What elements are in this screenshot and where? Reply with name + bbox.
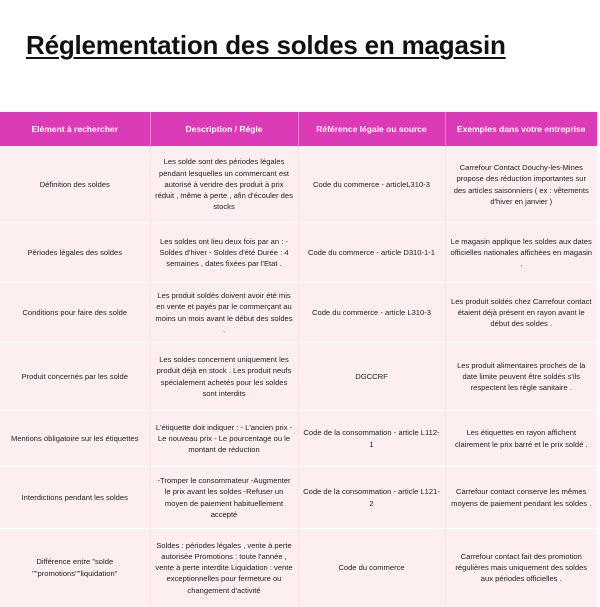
header-description: Description / Régle: [150, 112, 298, 147]
cell-example: Les étiquettes en rayon affichent clairement le prix barré et le prix soldé .: [445, 411, 597, 467]
cell-reference: Code du commerce: [298, 529, 445, 607]
cell-example: Les produit alimentaires proches de la date limite peuvent être soldés s'ils respectent les règle sanitaire .: [445, 343, 597, 411]
table-row: [0, 343, 597, 411]
cell-description: Les produit soldés doivent avoir été mis en vente et payés par le commerçant au moins un mois avant le début des soldes .: [150, 283, 298, 343]
cell-description: L'étiquette doit indiquer : - L'ancien prix - Le nouveau prix - Le pourcentage ou le montant de réduction: [150, 411, 298, 467]
cell-description: Les soldes ont lieu deux fois par an : - Soldes d'hiver - Soldes d'été Durée : 4 semaines , dates fixées par l'Etat .: [150, 223, 298, 283]
cell-description: Les soldes concernent uniquement les produit déjà en stock . Les produit neufs spécialement achetés pour les soldes sont interdits: [150, 343, 298, 411]
cell-description: Les solde sont des périodes légales pendant lesquelles un commercant est autorisé à vendre des produit à prix réduit , même à perte , afin d'écouler des stocks: [150, 147, 298, 223]
header-element: Elément à rechercher: [0, 112, 150, 147]
cell-reference: Code du commerce - article D310-1-1: [298, 223, 445, 283]
table-row: [0, 223, 597, 283]
cell-reference: Code de la consommation - article L112-1: [298, 411, 445, 467]
header-reference: Référence légale ou source: [298, 112, 445, 147]
page-title: Réglementation des soldes en magasin: [26, 30, 506, 60]
cell-element: Produit concernés par les solde: [0, 343, 150, 411]
cell-element: Différence entre "solde ""promotions""liquidation": [0, 529, 150, 607]
cell-reference: Code de la consommation - article L121-2: [298, 467, 445, 529]
table-row: [0, 411, 597, 467]
cell-element: Périodes légales des soldes: [0, 223, 150, 283]
cell-example: Le magasin applique les soldes aux dates officielles nationales affichées en magasin .: [445, 223, 597, 283]
cell-example: Carrefour Contact Douchy-les-Mines propose des réduction importantes sur des articles saisonniers ( ex : vêtements d'hiver en janvier ): [445, 147, 597, 223]
table-row: [0, 283, 597, 343]
table-header-row: [0, 112, 597, 147]
cell-description: -Tromper le consommateur -Augmenter le prix avant les soldes -Refuser un moyen de paiement habituellement accepté: [150, 467, 298, 529]
table-row: [0, 467, 597, 529]
cell-element: Interdictions pendant les soldes: [0, 467, 150, 529]
cell-example: Carrefour contact fait des promotion régulières mais uniquement des soldes aux périodes officielles .: [445, 529, 597, 607]
cell-element: Définition des soldes: [0, 147, 150, 223]
cell-example: Carrefour contact conserve les mêmes moyens de paiement pendant les soldes .: [445, 467, 597, 529]
cell-element: Mentions obligatoire sur les étiquettes: [0, 411, 150, 467]
cell-example: Les produit soldés chez Carrefour contact étaient déjà présent en rayon avant le début des soldes .: [445, 283, 597, 343]
cell-reference: Code du commerce - article L310-3: [298, 283, 445, 343]
cell-element: Conditions pour faire des solde: [0, 283, 150, 343]
table-row: [0, 147, 597, 223]
regulation-table: [0, 112, 597, 607]
cell-reference: DGCCRF: [298, 343, 445, 411]
table-row: [0, 529, 597, 607]
cell-description: Soldes : périodes légales , vente à perte autorisée Promotions : toute l'année , vente à perte interdite Liquidation : vente exceptionnelles pour fermeture ou changement d'activité: [150, 529, 298, 607]
header-examples: Exemples dans votre entreprise: [445, 112, 597, 147]
cell-reference: Code du commerce - articleL310-3: [298, 147, 445, 223]
